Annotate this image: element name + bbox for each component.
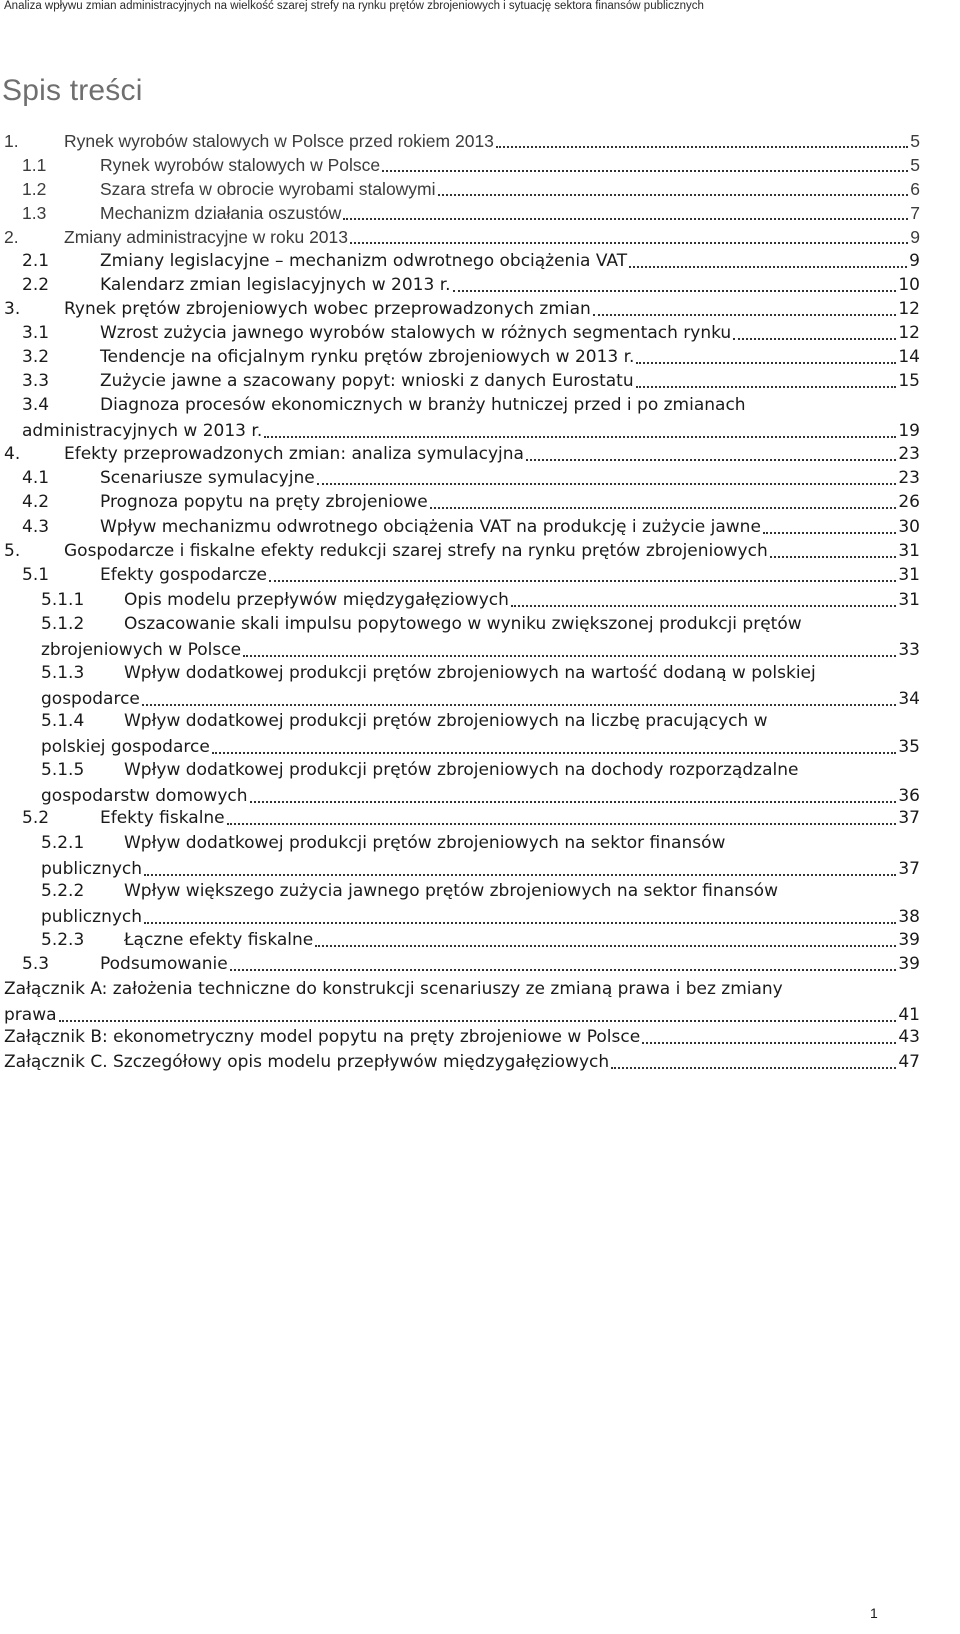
dot-leader	[350, 242, 908, 244]
toc-entry-title-continued: prawa	[4, 1005, 57, 1025]
toc-entry-title: Wpływ większego zużycia jawnego prętów zbrojeniowych na sektor finansów	[124, 881, 778, 901]
toc-entry-title: Diagnoza procesów ekonomicznych w branży hutniczej przed i po zmianach	[100, 395, 746, 415]
toc-entry-page: 43	[898, 1027, 920, 1047]
toc-entry-title: Tendencje na oficjalnym rynku prętów zbrojeniowych w 2013 r.	[100, 347, 635, 367]
toc-title: Spis treści	[2, 74, 143, 107]
running-header: Analiza wpływu zmian administracyjnych na wielkość szarej strefy na rynku prętów zbrojeniowych i sytuację sektora finansów publicznych	[4, 0, 704, 12]
dot-leader	[511, 605, 896, 607]
dot-leader	[636, 362, 896, 364]
toc-entry-number: 1.1	[22, 155, 47, 175]
page-number: 1	[870, 1605, 878, 1621]
toc-entry-number: 5.2.2	[41, 881, 85, 901]
toc-entry-title: Gospodarcze i fiskalne efekty redukcji szarej strefy na rynku prętów zbrojeniowych	[64, 541, 768, 561]
toc-entry-page: 19	[898, 421, 920, 441]
toc-entry-page: 47	[898, 1052, 920, 1072]
toc-entry-title: Wpływ mechanizmu odwrotnego obciążenia VAT na produkcję i zużycie jawne	[100, 517, 761, 537]
toc-entry-title: Zużycie jawne a szacowany popyt: wnioski z danych Eurostatu	[100, 371, 634, 391]
toc-entry-title: Efekty przeprowadzonych zmian: analiza symulacyjna	[64, 444, 524, 464]
toc-entry-number: 5.2	[22, 808, 50, 828]
toc-entry-page: 7	[910, 203, 920, 223]
dot-leader	[315, 945, 896, 947]
toc-entry-title: Mechanizm działania oszustów	[100, 203, 342, 223]
toc-entry-title: Łączne efekty fiskalne	[124, 930, 314, 950]
toc-entry-page: 5	[910, 155, 920, 175]
toc-entry-number: 4.1	[22, 468, 50, 488]
dot-leader	[264, 436, 896, 438]
toc-entry-page: 33	[898, 640, 920, 660]
toc-entry-title: Kalendarz zmian legislacyjnych w 2013 r.	[100, 275, 451, 295]
dot-leader	[250, 801, 897, 803]
toc-entry-number: 3.2	[22, 347, 50, 367]
toc-entry-number: 3.4	[22, 395, 50, 415]
dot-leader	[430, 507, 897, 509]
toc-entry-title: Opis modelu przepływów międzygałęziowych	[124, 590, 509, 610]
toc-entry-title: Efekty gospodarcze	[100, 565, 267, 585]
dot-leader	[629, 266, 907, 268]
toc-entry-page: 38	[898, 907, 920, 927]
dot-leader	[642, 1042, 896, 1044]
dot-leader	[269, 580, 896, 582]
toc-entry-number: 4.3	[22, 517, 50, 537]
toc-entry-title: Wpływ dodatkowej produkcji prętów zbrojeniowych na dochody rozporządzalne	[124, 760, 799, 780]
toc-entry-number: 1.3	[22, 203, 47, 223]
toc-entry-number: 5.1	[22, 565, 50, 585]
toc-entry-title: Oszacowanie skali impulsu popytowego w wyniku zwiększonej produkcji prętów	[124, 614, 802, 634]
toc-entry-page: 12	[898, 299, 920, 319]
dot-leader	[453, 290, 897, 292]
dot-leader	[438, 194, 909, 196]
toc-entry-number: 1.	[4, 131, 19, 151]
toc-entry-title: Zmiany administracyjne w roku 2013	[64, 227, 349, 247]
toc-entry-page: 10	[898, 275, 920, 295]
toc-entry-page: 5	[910, 131, 920, 151]
dot-leader	[212, 752, 897, 754]
toc-entry-page: 31	[898, 565, 920, 585]
toc-entry-number: 2.1	[22, 251, 50, 271]
toc-entry-title: Scenariusze symulacyjne	[100, 468, 315, 488]
toc-entry-page: 23	[898, 444, 920, 464]
toc-entry-number: 3.3	[22, 371, 50, 391]
toc-entry-title-continued: zbrojeniowych w Polsce	[41, 640, 242, 660]
toc-entry-page: 35	[898, 737, 920, 757]
toc-entry-number: 3.	[4, 299, 21, 319]
dot-leader	[636, 386, 897, 388]
toc-entry-number: 2.	[4, 227, 19, 247]
dot-leader	[770, 556, 897, 558]
toc-entry-page: 37	[898, 808, 920, 828]
toc-entry-number: 4.2	[22, 492, 50, 512]
toc-entry-title-continued: gospodarce	[41, 689, 140, 709]
dot-leader	[593, 314, 897, 316]
toc-entry-number: 5.1.4	[41, 711, 85, 731]
toc-entry-page: 41	[898, 1005, 920, 1025]
toc-entry-page: 6	[910, 179, 920, 199]
toc-entry-number: 5.1.1	[41, 590, 85, 610]
dot-leader	[59, 1020, 897, 1022]
toc-entry-page: 34	[898, 689, 920, 709]
toc-entry-number: 5.1.2	[41, 614, 85, 634]
toc-entry-title-continued: gospodarstw domowych	[41, 786, 248, 806]
toc-entry-page: 9	[910, 227, 920, 247]
toc-entry-page: 30	[898, 517, 920, 537]
toc-entry-title: Efekty fiskalne	[100, 808, 225, 828]
toc-entry-title: Zmiany legislacyjne – mechanizm odwrotnego obciążenia VAT	[100, 251, 628, 271]
toc-entry-title: Załącznik A: założenia techniczne do konstrukcji scenariuszy ze zmianą prawa i bez zmiany	[4, 979, 783, 999]
toc-entry-title-continued: publicznych	[41, 859, 143, 879]
dot-leader	[317, 483, 897, 485]
toc-entry-page: 14	[898, 347, 920, 367]
dot-leader	[496, 146, 908, 148]
toc-entry-title: Załącznik C. Szczegółowy opis modelu przepływów międzygałęziowych	[4, 1052, 610, 1072]
toc-entry-title: Podsumowanie	[100, 954, 228, 974]
toc-entry-page: 39	[898, 930, 920, 950]
toc-entry-page: 31	[898, 590, 920, 610]
toc-entry-title-continued: administracyjnych w 2013 r.	[22, 421, 263, 441]
toc-entry-title: Rynek wyrobów stalowych w Polsce	[100, 155, 381, 175]
dot-leader	[611, 1067, 896, 1069]
dot-leader	[343, 218, 908, 220]
toc-entry-number: 5.2.3	[41, 930, 85, 950]
toc-entry-number: 5.	[4, 541, 21, 561]
dot-leader	[144, 874, 896, 876]
toc-entry-number: 5.2.1	[41, 833, 85, 853]
toc-entry-number: 3.1	[22, 323, 50, 343]
dot-leader	[230, 969, 897, 971]
toc-entry-title: Wpływ dodatkowej produkcji prętów zbrojeniowych na sektor finansów	[124, 833, 726, 853]
toc-entry-title: Wpływ dodatkowej produkcji prętów zbrojeniowych na wartość dodaną w polskiej	[124, 663, 816, 683]
dot-leader	[526, 459, 896, 461]
toc-entry-title-continued: publicznych	[41, 907, 143, 927]
toc-entry-page: 15	[898, 371, 920, 391]
dot-leader	[243, 655, 896, 657]
dot-leader	[227, 823, 897, 825]
dot-leader	[382, 170, 908, 172]
toc-entry-number: 2.2	[22, 275, 50, 295]
toc-entry-title: Szara strefa w obrocie wyrobami stalowymi	[100, 179, 436, 199]
toc-entry-page: 9	[909, 251, 920, 271]
dot-leader	[733, 338, 896, 340]
toc-entry-page: 26	[898, 492, 920, 512]
toc-entry-number: 5.1.5	[41, 760, 85, 780]
toc-entry-title: Rynek prętów zbrojeniowych wobec przeprowadzonych zmian	[64, 299, 591, 319]
toc-entry-page: 39	[898, 954, 920, 974]
toc-entry-title: Prognoza popytu na pręty zbrojeniowe	[100, 492, 428, 512]
toc-entry-title: Wzrost zużycia jawnego wyrobów stalowych w różnych segmentach rynku	[100, 323, 732, 343]
toc-entry-number: 5.3	[22, 954, 50, 974]
toc-entry-number: 4.	[4, 444, 21, 464]
toc-entry-title-continued: polskiej gospodarce	[41, 737, 210, 757]
dot-leader	[763, 532, 896, 534]
toc-entry-title: Załącznik B: ekonometryczny model popytu na pręty zbrojeniowe w Polsce	[4, 1027, 641, 1047]
toc-entry-page: 37	[898, 859, 920, 879]
dot-leader	[144, 922, 896, 924]
toc-entry-number: 1.2	[22, 179, 47, 199]
toc-entry-page: 36	[898, 786, 920, 806]
toc-entry-page: 31	[898, 541, 920, 561]
toc-entry-page: 23	[898, 468, 920, 488]
toc-entry-title: Rynek wyrobów stalowych w Polsce przed rokiem 2013	[64, 131, 494, 151]
toc-entry-number: 5.1.3	[41, 663, 85, 683]
toc-entry-page: 12	[898, 323, 920, 343]
toc-entry-title: Wpływ dodatkowej produkcji prętów zbrojeniowych na liczbę pracujących w	[124, 711, 768, 731]
dot-leader	[142, 704, 896, 706]
